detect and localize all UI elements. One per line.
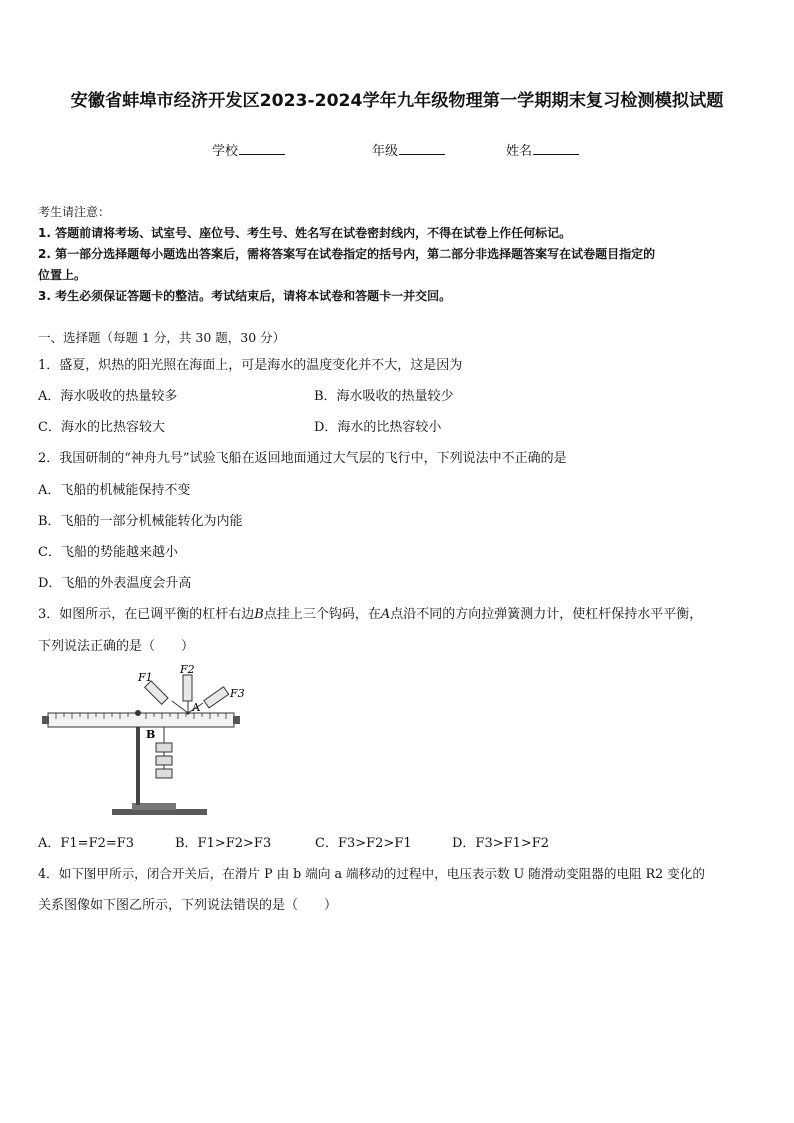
q1-option-a[interactable]: A．海水吸收的热量较多: [38, 389, 178, 404]
q3-stem-part-c: 点沿不同的方向拉弹簧测力计，使杠杆保持水平平衡，: [390, 607, 703, 622]
school-blank[interactable]: [239, 140, 285, 155]
section-heading: 一、选择题（每题 1 分，共 30 题，30 分）: [38, 330, 286, 345]
school-field: [212, 140, 285, 159]
q2-option-b[interactable]: B．飞船的一部分机械能转化为内能: [38, 514, 243, 529]
q1-option-b[interactable]: B．海水吸收的热量较少: [314, 389, 454, 404]
stand-post: [136, 721, 140, 805]
q1-option-c[interactable]: C．海水的比热容较大: [38, 420, 165, 435]
lever-figure: [40, 663, 265, 821]
q1-option-d[interactable]: D．海水的比热容较小: [314, 420, 442, 435]
right-knob: [233, 716, 240, 724]
q3-option-c[interactable]: C．F3>F2>F1: [315, 836, 412, 851]
notice-item-2: 2. 第一部分选择题每小题选出答案后，需将答案写在试卷指定的括号内，第二部分非选择题答案写在试卷题目指定的: [38, 247, 656, 261]
q3-option-a[interactable]: A．F1=F2=F3: [38, 836, 135, 851]
notice-heading: 考生请注意：: [38, 205, 111, 219]
weight-3: [156, 769, 172, 778]
notice-item-2-cont: 位置上。: [38, 268, 87, 282]
label-f3: F3: [230, 687, 245, 700]
label-b: B: [146, 728, 156, 741]
lever-ruler: [48, 713, 234, 727]
q3-stem-part-b: 点挂上三个钩码，在: [263, 607, 381, 622]
grade-field: [372, 140, 445, 159]
q4-stem-line2: 关系图像如下图乙所示，下列说法错误的是（ ）: [38, 898, 338, 913]
q2-option-c[interactable]: C．飞船的势能越来越小: [38, 545, 178, 560]
school-label: 学校: [212, 144, 239, 159]
q4-stem-line1: 4．如下图甲所示，闭合开关后，在滑片 P 由 b 端向 a 端移动的过程中，电压表示数 U 随滑动变阻器的电阻 R2 变化的: [38, 866, 705, 881]
exam-title: 安徽省蚌埠市经济开发区2023-2024学年九年级物理第一学期期末复习检测模拟试题: [70, 91, 724, 111]
meter-f1: [145, 681, 168, 704]
label-a: A: [192, 701, 200, 714]
notice-item-1: 1. 答题前请将考场、试室号、座位号、考生号、姓名写在试卷密封线内，不得在试卷上作任何标记。: [38, 226, 572, 240]
name-label: 姓名: [506, 144, 533, 159]
name-field: [506, 140, 579, 159]
grade-label: 年级: [372, 144, 399, 159]
force-meters: [145, 675, 229, 713]
grade-blank[interactable]: [399, 140, 445, 155]
q2-option-d[interactable]: D．飞船的外表温度会升高: [38, 576, 192, 591]
notice-item-3: 3. 考生必须保证答题卡的整洁。考试结束后，请将本试卷和答题卡一并交回。: [38, 289, 452, 303]
q1-stem: 1．盛夏，炽热的阳光照在海面上，可是海水的温度变化并不大，这是因为: [38, 358, 463, 373]
q3-stem-line2: 下列说法正确的是（ ）: [38, 639, 195, 654]
meter-f3: [204, 687, 229, 708]
q2-stem: 2．我国研制的“神舟九号”试验飞船在返回地面通过大气层的飞行中，下列说法中不正确的是: [38, 451, 567, 466]
label-f1: F1: [138, 671, 153, 684]
label-f2: F2: [180, 663, 195, 676]
q3-point-a: A: [380, 607, 391, 622]
student-info-fields: [0, 140, 794, 160]
meter-f2: [183, 675, 192, 701]
left-knob: [42, 716, 49, 724]
q3-point-b: B: [254, 607, 264, 622]
weight-1: [156, 743, 172, 752]
q2-option-a[interactable]: A．飞船的机械能保持不变: [38, 483, 191, 498]
q3-stem-line1: [38, 603, 702, 622]
q3-option-b[interactable]: B．F1>F2>F3: [175, 836, 272, 851]
pivot: [135, 710, 141, 716]
name-blank[interactable]: [533, 140, 579, 155]
q3-option-d[interactable]: D．F3>F1>F2: [452, 836, 550, 851]
q3-stem-part-a: 3．如图所示，在已调平衡的杠杆右边: [38, 607, 255, 622]
weight-2: [156, 756, 172, 765]
